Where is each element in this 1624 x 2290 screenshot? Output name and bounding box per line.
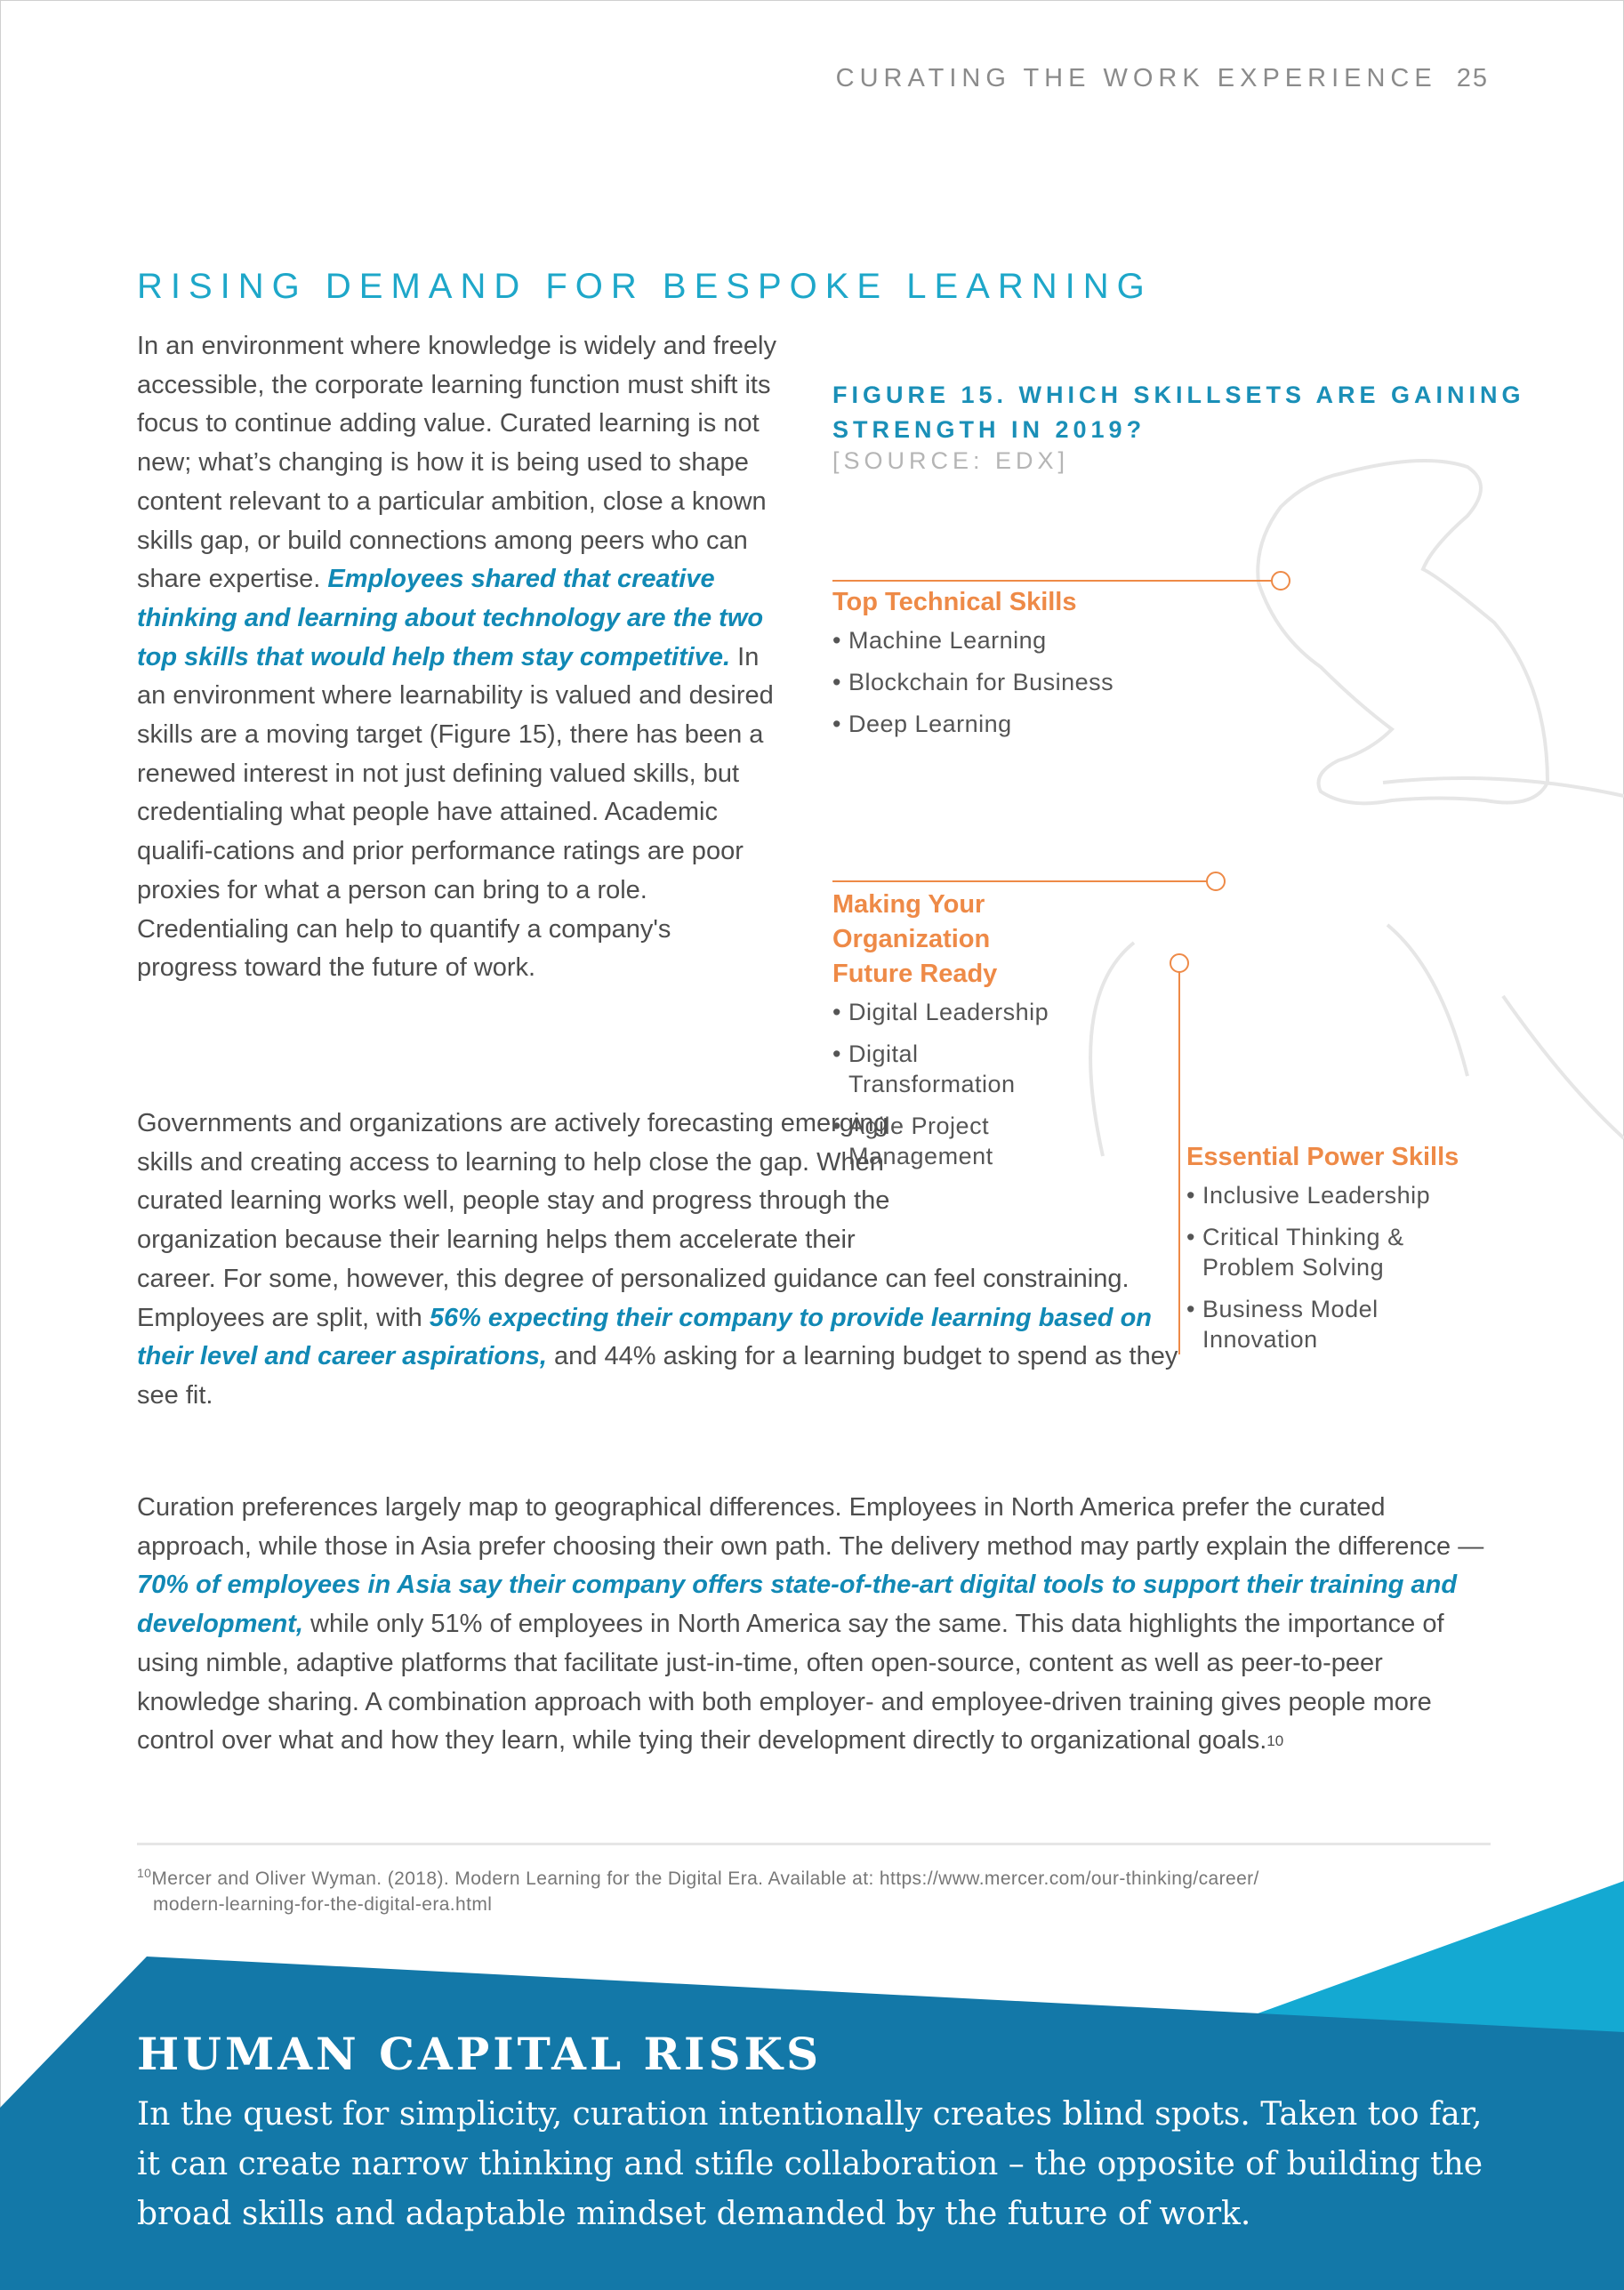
paragraph-3-text-a: Curation preferences largely map to geographical differences. Employees in North America prefer the curated approach, while those in Asia prefer choosing their own path. The delivery method may partly explain the difference — <box>137 1493 1484 1561</box>
footnote-reference: 10 <box>1266 1732 1284 1750</box>
footnote-line-1: Mercer and Oliver Wyman. (2018). Modern Learning for the Digital Era. Available at: https://www.mercer.com/our-thinking/career/ <box>151 1868 1259 1889</box>
skill-group-technical <box>832 585 1135 751</box>
skill-list <box>832 997 1126 1171</box>
callout-dot-future <box>1207 872 1225 890</box>
paragraph-3 <box>137 1489 1498 1761</box>
paragraph-1-text-b: In an environment where learnability is valued and desired skills are a moving target (Figure 15), there has been a renewed interest in not just defining valued skills, but credentialing what people have attained. Academic qualifi-cations and prior performance ratings are poor proxies for what a person can bring to a role. Credentialing can help to quantify a company's progress toward the future of work. <box>137 642 774 983</box>
skill-item: • Deep Learning <box>832 709 1135 739</box>
paragraph-2-text-b: and 44% asking for a learning budget to spend as they see fit. <box>137 1342 1178 1410</box>
paragraph-3-highlight: 70% of employees in Asia say their company offers state-of-the-art digital tools to support their training and development, <box>137 1571 1458 1639</box>
skill-item: • Business Model Innovation <box>1186 1294 1407 1354</box>
skill-item: • Inclusive Leadership <box>1186 1180 1507 1210</box>
skill-item: • Blockchain for Business <box>832 667 1135 697</box>
skill-item: • Digital Leadership <box>832 997 1126 1027</box>
paragraph-1-text-a: In an environment where knowledge is widely and freely accessible, the corporate learning function must shift its focus to continue adding value. Curated learning is not new; what’s changing is how it is being used to shape content relevant to a particular ambition, close a known skills gap, or build connections among peers who can share expertise. <box>137 332 776 594</box>
skill-group-heading: Top Technical Skills <box>832 588 1077 616</box>
paragraph-1-highlight: Employees shared that creative thinking and learning about technology are the two top skills that would help them stay competitive. <box>137 565 764 671</box>
skill-group-future-ready <box>832 888 1126 1183</box>
page-number: 25 <box>1456 64 1489 92</box>
callout-dot-power <box>1170 954 1188 972</box>
running-title: CURATING THE WORK EXPERIENCE <box>835 64 1437 92</box>
skill-item: • Critical Thinking & Problem Solving <box>1186 1222 1443 1282</box>
skill-item: • Agile Project Management <box>832 1111 1017 1171</box>
skill-group-power <box>1186 1140 1507 1366</box>
figure-title: FIGURE 15. WHICH SKILLSETS ARE GAINING STRENGTH IN 2019? <box>832 382 1525 443</box>
risks-title: HUMAN CAPITAL RISKS <box>137 2028 823 2080</box>
figure-source: [SOURCE: EDX] <box>832 447 1070 474</box>
callout-dot-tech <box>1272 572 1290 590</box>
skill-list <box>1186 1180 1507 1354</box>
skill-group-heading: Essential Power Skills <box>1186 1143 1459 1171</box>
paragraph-2-highlight: 56% expecting their company to provide learning based on their level and career aspirations, <box>137 1303 1152 1371</box>
footnote-marker: 10 <box>137 1866 152 1880</box>
paragraph-3-text-b: while only 51% of employees in North America say the same. This data highlights the importance of using nimble, adaptive platforms that facilitate just-in-time, often open-source, content as well as peer-to-peer knowledge sharing. A combination approach with both employer- and employee-driven training gives people more control over what and how they learn, while tying their development directly to organizational goals. <box>137 1610 1444 1756</box>
footnote-line-2: modern-learning-for-the-digital-era.html <box>153 1894 493 1915</box>
skill-group-heading: Making Your Organization Future Ready <box>832 890 998 988</box>
paragraph-2-text-a: Governments and organizations are actively forecasting emerging skills and creating access to learning to help close the gap. When curated learning works well, people stay and progress through the organization because their learning helps them accelerate their career. For some, however, this degree of personalized guidance can feel constraining. Employees are split, with <box>137 1109 1130 1332</box>
skill-item: • Machine Learning <box>832 625 1135 655</box>
skill-item: • Digital Transformation <box>832 1039 1009 1099</box>
risks-text: In the quest for simplicity, curation intentionally creates blind spots. Taken too far, it can create narrow thinking and stifle collaboration – the opposite of building the broad skills and adaptable mindset demanded by the future of work. <box>137 2096 1483 2232</box>
skill-list <box>832 625 1135 739</box>
section-title: RISING DEMAND FOR BESPOKE LEARNING <box>137 267 1153 306</box>
